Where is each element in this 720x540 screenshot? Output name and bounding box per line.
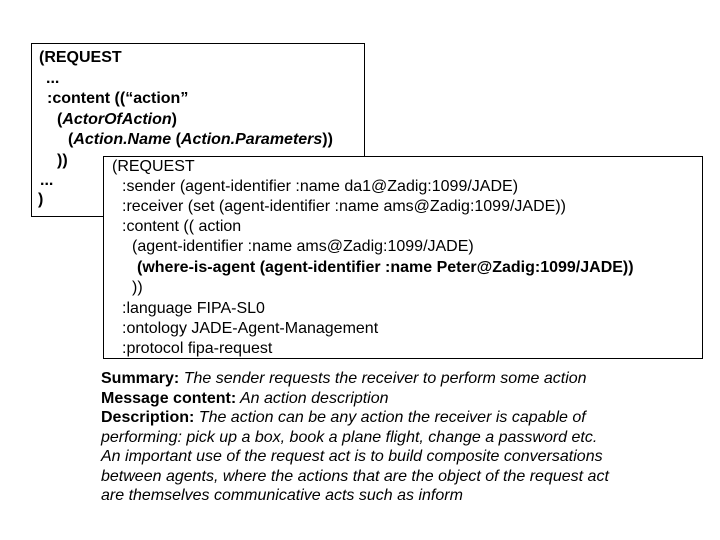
description-row bbox=[101, 408, 701, 428]
description-text-1: The action can be any action the receiver is capable of bbox=[194, 409, 586, 426]
actor-close-paren: ) bbox=[171, 111, 177, 128]
summary-text: The sender requests the receiver to perform some action bbox=[179, 370, 587, 387]
action-open-paren: ( bbox=[68, 131, 74, 148]
generic-line-ellipsis-bottom: ... bbox=[40, 172, 54, 189]
summary-label: Summary: bbox=[101, 370, 180, 387]
example-line-language: :language FIPA-SL0 bbox=[122, 300, 265, 317]
summary-row bbox=[101, 369, 701, 389]
action-parameters: Action.Parameters bbox=[180, 131, 323, 148]
generic-line-close-content: )) bbox=[57, 152, 68, 169]
description-label: Description: bbox=[101, 409, 195, 426]
example-line-agent-identifier: (agent-identifier :name ams@Zadig:1099/JADE) bbox=[132, 238, 474, 255]
actor-open-paren: ( bbox=[57, 111, 63, 128]
actor-of-action: ActorOfAction bbox=[62, 111, 172, 128]
example-line-sender: :sender (agent-identifier :name da1@Zadig:1099/JADE) bbox=[122, 178, 519, 195]
generic-line-actor bbox=[57, 110, 177, 129]
description-text-5: are themselves communicative acts such as inform bbox=[101, 487, 463, 504]
generic-line-content: :content ((“action” bbox=[47, 90, 189, 107]
example-line-content: :content (( action bbox=[122, 218, 242, 235]
description-text-4: between agents, where the actions that are the object of the request act bbox=[101, 467, 609, 485]
generic-line-ellipsis-top: ... bbox=[46, 70, 60, 87]
example-line-receiver: :receiver (set (agent-identifier :name ams@Zadig:1099/JADE)) bbox=[122, 198, 566, 215]
action-name: Action.Name bbox=[73, 131, 172, 148]
description-text-2: performing: pick up a box, book a plane flight, change a password etc. bbox=[101, 428, 598, 446]
example-line-close-content: )) bbox=[132, 279, 143, 296]
action-mid: ( bbox=[171, 131, 181, 148]
example-line-protocol: :protocol fipa-request bbox=[122, 340, 273, 357]
example-line-request: (REQUEST bbox=[112, 158, 195, 175]
generic-line-action bbox=[68, 130, 333, 149]
generic-line-close: ) bbox=[38, 191, 44, 208]
message-content-row bbox=[101, 389, 701, 409]
example-line-where-is-agent: (where-is-agent (agent-identifier :name Peter@Zadig:1099/JADE)) bbox=[137, 259, 634, 276]
generic-line-request: (REQUEST bbox=[39, 49, 122, 66]
message-content-text: An action description bbox=[236, 389, 389, 407]
request-act-description bbox=[101, 369, 701, 506]
description-text-3: An important use of the request act is to build composite conversations bbox=[101, 448, 603, 465]
action-close-paren: )) bbox=[322, 131, 333, 148]
message-content-label: Message content: bbox=[101, 389, 237, 407]
example-line-ontology: :ontology JADE-Agent-Management bbox=[122, 320, 379, 337]
